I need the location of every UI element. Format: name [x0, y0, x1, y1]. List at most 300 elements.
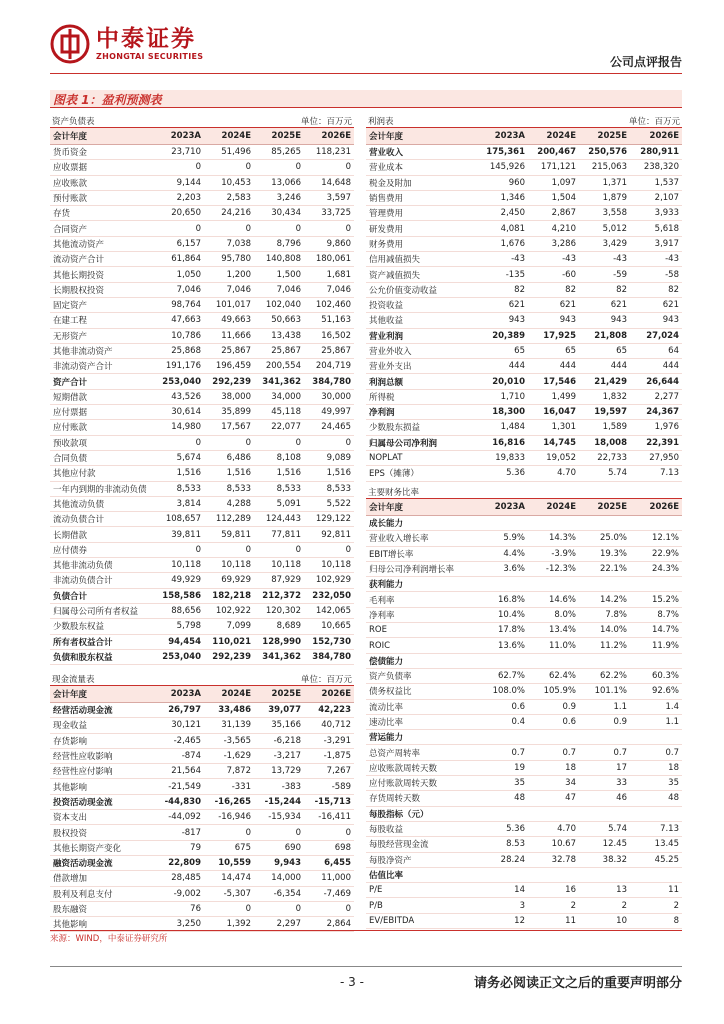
row-value: 33,725	[321, 208, 351, 219]
row-value: 943	[662, 315, 679, 326]
row-value: 8,108	[276, 453, 301, 464]
row-value: 7,046	[326, 284, 351, 295]
row-value: 1.4	[665, 701, 679, 712]
row-value: 444	[559, 361, 576, 372]
row-value: 2,203	[176, 193, 201, 204]
column-header-year: 2024E	[221, 689, 251, 699]
row-value: 0.7	[665, 747, 679, 758]
section-row	[366, 807, 682, 822]
column-header-row	[50, 686, 354, 703]
row-value: 675	[234, 842, 251, 853]
row-value: -6,354	[273, 888, 301, 899]
row-value: 82	[514, 284, 525, 295]
row-value: 2	[621, 900, 627, 911]
column-header-label: 会计年度	[53, 132, 88, 142]
row-value: 180,061	[315, 254, 351, 265]
logo-mark-icon	[50, 24, 90, 64]
row-label: 毛利率	[369, 595, 395, 606]
row-value: 9,089	[326, 453, 351, 464]
row-value: 25.0%	[599, 533, 627, 544]
row-label: 其他应付款	[53, 469, 96, 480]
row-value: 7.13	[660, 468, 679, 479]
row-value: 59,811	[221, 529, 251, 540]
row-value: 6,157	[176, 238, 201, 249]
row-value: 13,438	[271, 330, 301, 341]
row-value: 22.1%	[599, 564, 627, 575]
row-value: 191,176	[165, 361, 201, 372]
row-value: 51,496	[221, 147, 251, 158]
row-value: 10	[616, 915, 627, 926]
row-value: 142,065	[315, 606, 351, 617]
table-row	[366, 883, 682, 898]
row-value: 943	[559, 315, 576, 326]
row-value: 46	[616, 793, 627, 804]
column-header-year: 2023A	[494, 131, 525, 141]
row-value: 17,925	[543, 330, 576, 341]
row-value: 0.7	[511, 747, 525, 758]
row-value: 94,454	[168, 636, 201, 647]
row-label: 其他非流动负债	[53, 561, 113, 572]
row-value: 19,833	[495, 453, 525, 464]
row-value: 98,764	[171, 300, 201, 311]
row-value: 25,867	[321, 346, 351, 356]
row-value: 20,650	[171, 208, 201, 219]
row-value: 34,000	[271, 391, 301, 402]
table-header	[50, 670, 354, 686]
row-value: 1,516	[326, 468, 351, 479]
row-value: 8,533	[226, 483, 251, 494]
table-row	[366, 145, 682, 160]
row-value: 1,832	[602, 391, 627, 402]
row-value: -58	[665, 269, 679, 280]
table-row	[366, 914, 682, 929]
row-value: 4,288	[226, 498, 251, 509]
row-value: 8,533	[276, 483, 301, 494]
row-value: 8.53	[506, 839, 525, 850]
row-label: 获利能力	[369, 580, 404, 591]
row-value: 14,745	[543, 437, 576, 448]
table-row	[366, 359, 682, 374]
row-value: 8	[673, 915, 679, 926]
row-value: 23,710	[171, 147, 201, 158]
row-value: 0	[195, 223, 201, 234]
row-value: 0	[195, 544, 201, 555]
row-value: 7.8%	[605, 609, 627, 620]
row-value: 0.4	[511, 717, 525, 727]
row-value: 61,864	[171, 254, 201, 265]
row-value: 128,990	[262, 636, 301, 647]
row-label: 资产负债率	[369, 672, 412, 683]
row-value: 101.1%	[594, 686, 627, 697]
row-value: 0	[345, 904, 351, 914]
row-value: 384,780	[312, 651, 351, 662]
row-label: 其他流动资产	[53, 239, 105, 250]
row-value: 152,730	[312, 636, 351, 647]
row-value: 8,533	[326, 483, 351, 494]
row-value: 14,474	[221, 873, 251, 884]
row-value: 13.45	[654, 839, 679, 850]
row-value: 101,017	[215, 300, 251, 311]
table-row	[50, 650, 354, 665]
row-value: 200,467	[537, 147, 576, 158]
row-value: 11.2%	[599, 640, 627, 651]
column-header-year: 2025E	[597, 502, 627, 512]
row-label: 资产合计	[53, 377, 88, 388]
row-value: 17,567	[221, 422, 251, 433]
row-value: 18,300	[492, 407, 525, 418]
row-value: 204,719	[315, 361, 351, 372]
table-name: 资产负债表	[52, 117, 95, 127]
column-header-year: 2026E	[649, 131, 679, 141]
row-value: 112,289	[215, 514, 251, 525]
table-row	[50, 359, 354, 374]
table-row	[50, 344, 354, 359]
table-row	[50, 329, 354, 344]
row-label: 投资收益	[369, 301, 404, 312]
row-value: 17,546	[543, 376, 576, 387]
row-value: 621	[559, 300, 576, 311]
row-value: 60.3%	[651, 671, 679, 682]
row-value: -135	[505, 269, 525, 280]
row-value: 62.2%	[599, 671, 627, 682]
table-row	[366, 547, 682, 562]
row-value: 1,392	[226, 919, 251, 930]
table-row	[50, 734, 354, 749]
row-value: 120,302	[265, 606, 301, 617]
row-value: 43,526	[171, 391, 201, 402]
column-header-row	[366, 499, 682, 516]
column-header-year: 2024E	[221, 131, 251, 141]
row-value: -21,549	[168, 781, 201, 792]
row-value: -6,218	[273, 735, 301, 746]
row-value: 39,811	[171, 529, 201, 540]
table-row	[366, 776, 682, 791]
row-value: 9,144	[176, 177, 201, 188]
row-value: 1,500	[276, 269, 301, 280]
row-label: 管理费用	[369, 209, 404, 220]
row-value: 30,614	[171, 407, 201, 418]
row-value: 5.9%	[503, 533, 525, 544]
row-value: 102,040	[265, 300, 301, 311]
table-row	[366, 466, 682, 481]
row-value: 0	[295, 904, 301, 914]
column-header-year: 2025E	[597, 131, 627, 141]
row-value: 3,814	[176, 498, 201, 509]
table-row	[366, 531, 682, 546]
row-value: -16,946	[218, 812, 251, 823]
row-label: 存货影响	[53, 736, 88, 747]
row-value: -817	[181, 827, 201, 838]
column-header-year: 2026E	[321, 131, 351, 141]
table-unit: 单位：百万元	[300, 675, 352, 685]
row-value: 20,010	[492, 376, 525, 387]
column-header-year: 2025E	[271, 131, 301, 141]
table-row	[50, 825, 354, 840]
row-label: 货币资金	[53, 148, 88, 159]
row-label: 其他长期资产变化	[53, 843, 122, 854]
row-label: 每股收益	[369, 825, 404, 836]
section-row	[366, 730, 682, 745]
row-value: 0	[245, 162, 251, 173]
row-label: 营业收入增长率	[369, 534, 429, 545]
table-row	[366, 267, 682, 282]
row-value: 82	[565, 284, 576, 295]
row-value: 27,024	[646, 330, 679, 341]
row-value: 35	[514, 778, 525, 789]
row-value: 28.24	[500, 854, 525, 865]
row-value: 0	[245, 544, 251, 555]
table-row	[50, 420, 354, 435]
row-value: 92.6%	[651, 686, 679, 697]
row-value: 65	[565, 346, 576, 356]
row-label: 融资活动现金流	[53, 859, 113, 870]
row-value: 140,808	[265, 254, 301, 265]
row-value: 1.1	[665, 717, 679, 727]
row-value: 22.9%	[651, 548, 679, 559]
row-value: 48	[668, 793, 679, 804]
row-value: 0	[295, 827, 301, 838]
table-row	[366, 313, 682, 328]
row-value: 11	[668, 885, 679, 896]
row-label: EBIT增长率	[369, 549, 414, 560]
row-label: 营业成本	[369, 163, 404, 174]
row-value: 3,246	[276, 193, 301, 204]
row-value: 13.6%	[497, 640, 525, 651]
logo-chinese-name: 中泰证券	[96, 26, 196, 52]
row-label: NOPLAT	[369, 453, 403, 464]
row-value: -1,629	[223, 751, 251, 762]
row-value: 38,000	[221, 391, 251, 402]
row-value: 27,950	[649, 453, 679, 464]
row-value: 82	[616, 284, 627, 295]
row-value: 3,933	[654, 208, 679, 219]
table-row	[366, 237, 682, 252]
row-value: 62.4%	[548, 671, 576, 682]
logo-english-name: ZHONGTAI SECURITIES	[96, 52, 204, 61]
row-value: 17.8%	[497, 625, 525, 636]
row-label: 经营性应付影响	[53, 767, 113, 778]
row-value: -9,002	[173, 888, 201, 899]
row-value: 16	[565, 885, 576, 896]
row-value: 65	[616, 346, 627, 356]
row-value: -331	[231, 781, 251, 792]
table-row	[50, 145, 354, 160]
row-value: 3,429	[602, 238, 627, 249]
row-label: 每股指标（元）	[369, 809, 429, 820]
table-row	[366, 700, 682, 715]
table-row	[50, 779, 354, 794]
row-value: 1,050	[176, 269, 201, 280]
row-value: 253,040	[162, 651, 201, 662]
disclaimer: 请务必阅读正文之后的重要声明部分	[473, 976, 682, 991]
row-value: 0	[195, 162, 201, 173]
row-value: 10.4%	[497, 609, 525, 620]
row-label: 负债和股东权益	[53, 652, 113, 663]
row-value: 196,459	[215, 361, 251, 372]
row-label: 其他流动负债	[53, 499, 105, 510]
row-value: 39,077	[268, 705, 301, 716]
row-label: 其他收益	[369, 316, 404, 327]
table-row	[366, 638, 682, 653]
row-value: -15,934	[268, 812, 301, 823]
row-label: 销售费用	[369, 194, 404, 205]
row-label: 营业收入	[369, 148, 404, 159]
row-value: 1,504	[551, 193, 576, 204]
table-row	[366, 283, 682, 298]
table-name: 现金流量表	[52, 675, 95, 685]
row-value: 14.3%	[548, 533, 576, 544]
row-value: -16,265	[214, 796, 251, 807]
row-value: -15,713	[314, 796, 351, 807]
table-row	[366, 344, 682, 359]
row-value: -3,291	[323, 735, 351, 746]
row-value: 1,516	[226, 468, 251, 479]
row-value: 232,050	[312, 590, 351, 601]
row-value: 77,811	[271, 529, 301, 540]
table-row	[366, 405, 682, 420]
row-value: 5,091	[276, 498, 301, 509]
row-value: 0	[345, 827, 351, 838]
row-value: 1,371	[602, 177, 627, 188]
row-label: 负债合计	[53, 591, 88, 602]
table-row	[50, 191, 354, 206]
row-value: 19,052	[546, 453, 576, 464]
balance-sheet-table	[50, 112, 354, 665]
row-value: -2,465	[173, 735, 201, 746]
row-label: 在建工程	[53, 316, 88, 327]
row-value: 21,808	[594, 330, 627, 341]
row-value: 95,780	[221, 254, 251, 265]
row-value: -383	[281, 781, 301, 792]
row-value: 621	[508, 300, 525, 311]
row-value: 215,063	[591, 162, 627, 173]
row-value: 698	[334, 842, 351, 853]
row-label: 估值比率	[369, 870, 404, 881]
row-value: 42,223	[318, 705, 351, 716]
row-value: 15.2%	[651, 594, 679, 605]
row-value: -3,217	[273, 751, 301, 762]
table-row	[50, 466, 354, 481]
row-value: 1,484	[500, 422, 525, 433]
row-value: 238,320	[643, 162, 679, 173]
row-label: 非流动资产合计	[53, 362, 113, 373]
row-label: 预付账款	[53, 194, 88, 205]
row-value: 49,929	[171, 575, 201, 586]
row-value: 1,200	[226, 269, 251, 280]
row-label: P/B	[369, 900, 383, 911]
column-header-year: 2023A	[170, 689, 201, 699]
table-row	[50, 451, 354, 466]
row-value: 12	[514, 915, 525, 926]
row-value: 16,047	[543, 407, 576, 418]
row-value: 28,485	[171, 873, 201, 884]
row-label: 借款增加	[53, 874, 88, 885]
row-label: 利润总额	[369, 377, 404, 388]
row-value: 26,797	[168, 705, 201, 716]
row-value: -43	[613, 254, 627, 265]
row-value: 118,231	[315, 147, 351, 158]
table-row	[50, 841, 354, 856]
column-header-year: 2026E	[649, 502, 679, 512]
table-row	[50, 527, 354, 542]
table-row	[50, 176, 354, 191]
table-row	[366, 853, 682, 868]
row-value: 9,860	[326, 238, 351, 249]
row-label: 非流动负债合计	[53, 576, 113, 587]
table-row	[50, 512, 354, 527]
row-value: -589	[331, 781, 351, 792]
row-value: 12.1%	[651, 533, 679, 544]
row-value: 1,681	[326, 269, 351, 280]
row-value: 1,516	[176, 468, 201, 479]
row-label: 流动比率	[369, 702, 404, 713]
row-value: 18,008	[594, 437, 627, 448]
row-value: -44,092	[168, 812, 201, 823]
table-row	[50, 160, 354, 175]
row-value: 30,434	[271, 208, 301, 219]
row-value: 292,239	[212, 651, 251, 662]
row-value: 14.6%	[548, 594, 576, 605]
row-value: 76	[190, 904, 201, 914]
row-label: 净利润	[369, 408, 395, 419]
table-row	[50, 283, 354, 298]
row-value: 0	[345, 544, 351, 555]
row-value: 3,250	[176, 919, 201, 930]
row-label: 资产减值损失	[369, 270, 421, 281]
row-value: 16.8%	[497, 594, 525, 605]
column-header-row	[50, 128, 354, 145]
row-value: 5,522	[326, 498, 351, 509]
row-value: 341,362	[262, 376, 301, 387]
row-value: 30,000	[321, 391, 351, 402]
row-label: 流动资产合计	[53, 255, 105, 266]
row-value: 280,911	[640, 147, 679, 158]
row-label: 其他影响	[53, 920, 88, 931]
row-value: 64	[668, 346, 679, 356]
row-value: -43	[562, 254, 576, 265]
table-row	[366, 252, 682, 267]
source-divider	[50, 930, 682, 931]
column-header-year: 2024E	[546, 131, 576, 141]
row-label: 研发费用	[369, 224, 404, 235]
column-header-label: 会计年度	[369, 503, 404, 513]
row-label: 一年内到期的非流动负债	[53, 484, 147, 495]
section-row	[366, 516, 682, 531]
table-row	[366, 837, 682, 852]
row-label: 应付票据	[53, 408, 88, 419]
row-value: 0	[195, 437, 201, 448]
row-value: 2	[673, 900, 679, 911]
column-header-year: 2023A	[170, 131, 201, 141]
table-row	[366, 715, 682, 730]
row-value: 8,689	[276, 621, 301, 632]
row-value: 0	[245, 437, 251, 448]
row-value: 92,811	[321, 529, 351, 540]
row-value: 30,121	[171, 720, 201, 731]
row-value: 31,139	[221, 720, 251, 731]
row-value: 7,872	[226, 766, 251, 777]
row-label: P/E	[369, 885, 383, 896]
row-value: 21,429	[594, 376, 627, 387]
row-label: 应收票据	[53, 163, 88, 174]
table-row	[366, 436, 682, 451]
row-value: 5.74	[608, 468, 627, 479]
table-row	[366, 562, 682, 577]
row-label: 每股净资产	[369, 855, 412, 866]
row-value: 1,589	[602, 422, 627, 433]
row-value: 5,798	[176, 621, 201, 632]
table-row	[50, 764, 354, 779]
